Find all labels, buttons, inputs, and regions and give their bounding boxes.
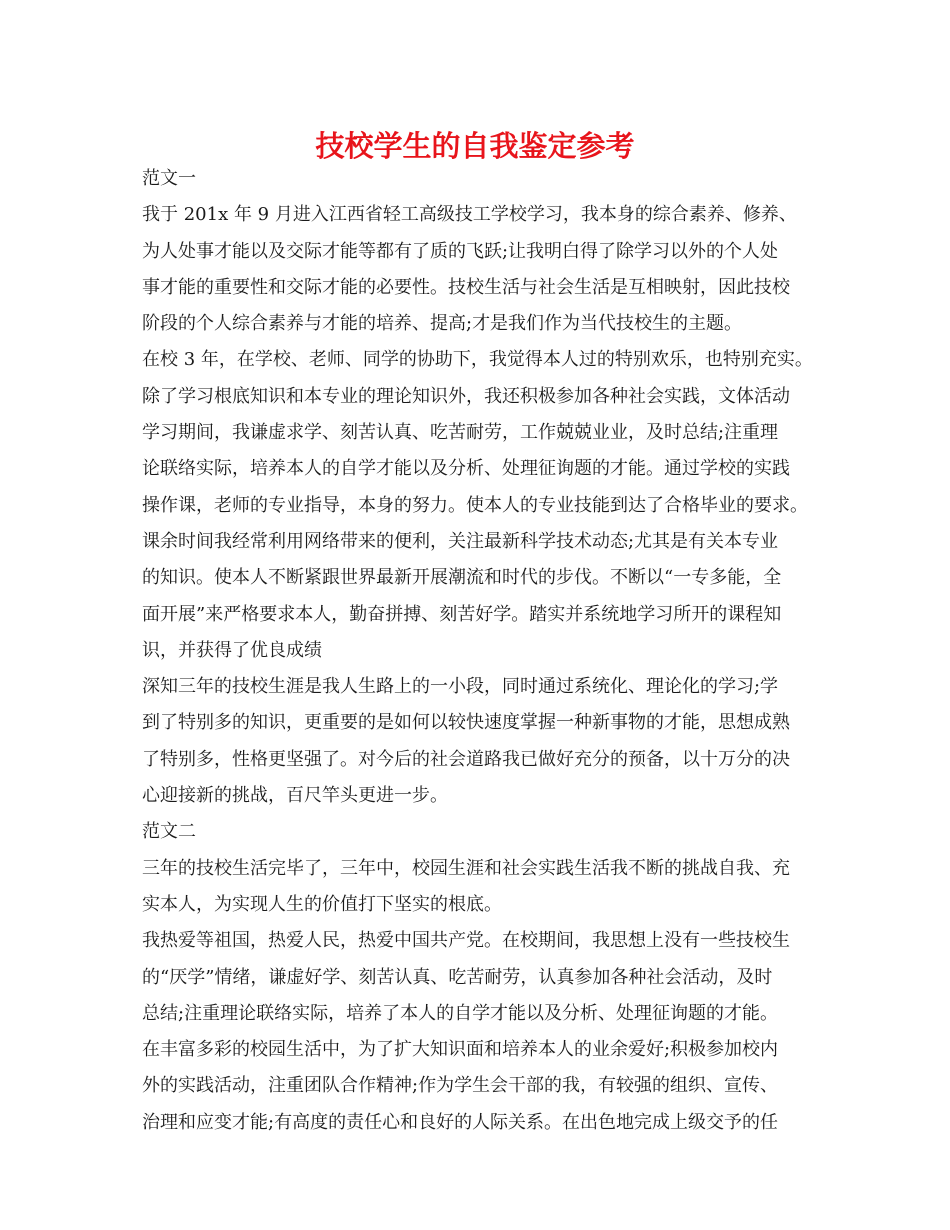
text-line: 我热爱等祖国，热爱人民，热爱中国共产党。在校期间，我思想上没有一些技校生 bbox=[142, 930, 790, 952]
text-line: 为人处事才能以及交际才能等都有了质的飞跃;让我明白得了除学习以外的个人处 bbox=[142, 240, 779, 262]
text-line: 深知三年的技校生涯是我人生路上的一小段，同时通过系统化、理论化的学习;学 bbox=[142, 676, 779, 698]
text-line: 的知识。使本人不断紧跟世界最新开展潮流和时代的步伐。不断以“一专多能，全 bbox=[142, 567, 782, 589]
text-line: 面开展”来严格要求本人，勤奋拼搏、刻苦好学。踏实并系统地学习所开的课程知 bbox=[142, 603, 782, 625]
text-line: 的“厌学”情绪，谦虚好学、刻苦认真、吃苦耐劳，认真参加各种社会活动，及时 bbox=[142, 966, 773, 988]
text-line: 实本人，为实现人生的价值打下坚实的根底。 bbox=[142, 893, 502, 915]
text-line: 识，并获得了优良成绩 bbox=[142, 639, 322, 661]
section-heading-1: 范文一 bbox=[142, 168, 196, 189]
text-line: 我于 201x 年 9 月进入江西省轻工高级技工学校学习，我本身的综合素养、修养、 bbox=[142, 204, 797, 226]
text-line: 总结;注重理论联络实际，培养了本人的自学才能以及分析、处理征询题的才能。 bbox=[142, 1002, 779, 1024]
text-line: 除了学习根底知识和本专业的理论知识外，我还积极参加各种社会实践，文体活动 bbox=[142, 385, 790, 407]
section-heading-2: 范文二 bbox=[142, 821, 196, 843]
text-line: 治理和应变才能;有高度的责任心和良好的人际关系。在出色地完成上级交予的任 bbox=[142, 1111, 779, 1133]
text-line: 课余时间我经常利用网络带来的便利，关注最新科学技术动态;尤其是有关本专业 bbox=[142, 530, 779, 552]
text-line: 在校 3 年，在学校、老师、同学的协助下，我觉得本人过的特别欢乐，也特别充实。 bbox=[142, 349, 813, 371]
text-line: 三年的技校生活完毕了，三年中，校园生涯和社会实践生活我不断的挑战自我、充 bbox=[142, 857, 790, 879]
text-line: 论联络实际，培养本人的自学才能以及分析、处理征询题的才能。通过学校的实践 bbox=[142, 458, 790, 480]
text-line: 外的实践活动，注重团队合作精神;作为学生会干部的我，有较强的组织、宣传、 bbox=[142, 1075, 779, 1097]
text-line: 到了特别多的知识，更重要的是如何以较快速度掌握一种新事物的才能，思想成熟 bbox=[142, 712, 790, 734]
text-line: 事才能的重要性和交际才能的必要性。技校生活与社会生活是互相映射，因此技校 bbox=[142, 276, 790, 298]
text-line: 操作课，老师的专业指导，本身的努力。使本人的专业技能到达了合格毕业的要求。 bbox=[142, 494, 808, 516]
text-line: 在丰富多彩的校园生活中，为了扩大知识面和培养本人的业余爱好;积极参加校内 bbox=[142, 1039, 779, 1061]
text-line: 阶段的个人综合素养与才能的培养、提高;才是我们作为当代技校生的主题。 bbox=[142, 313, 743, 335]
text-line: 了特别多，性格更坚强了。对今后的社会道路我已做好充分的预备，以十万分的决 bbox=[142, 748, 790, 770]
document-title: 技校学生的自我鉴定参考 bbox=[315, 129, 635, 163]
document-body bbox=[142, 161, 822, 1141]
text-line: 学习期间，我谦虚求学、刻苦认真、吃苦耐劳，工作兢兢业业，及时总结;注重理 bbox=[142, 422, 779, 444]
text-line: 心迎接新的挑战，百尺竿头更进一步。 bbox=[142, 785, 448, 807]
